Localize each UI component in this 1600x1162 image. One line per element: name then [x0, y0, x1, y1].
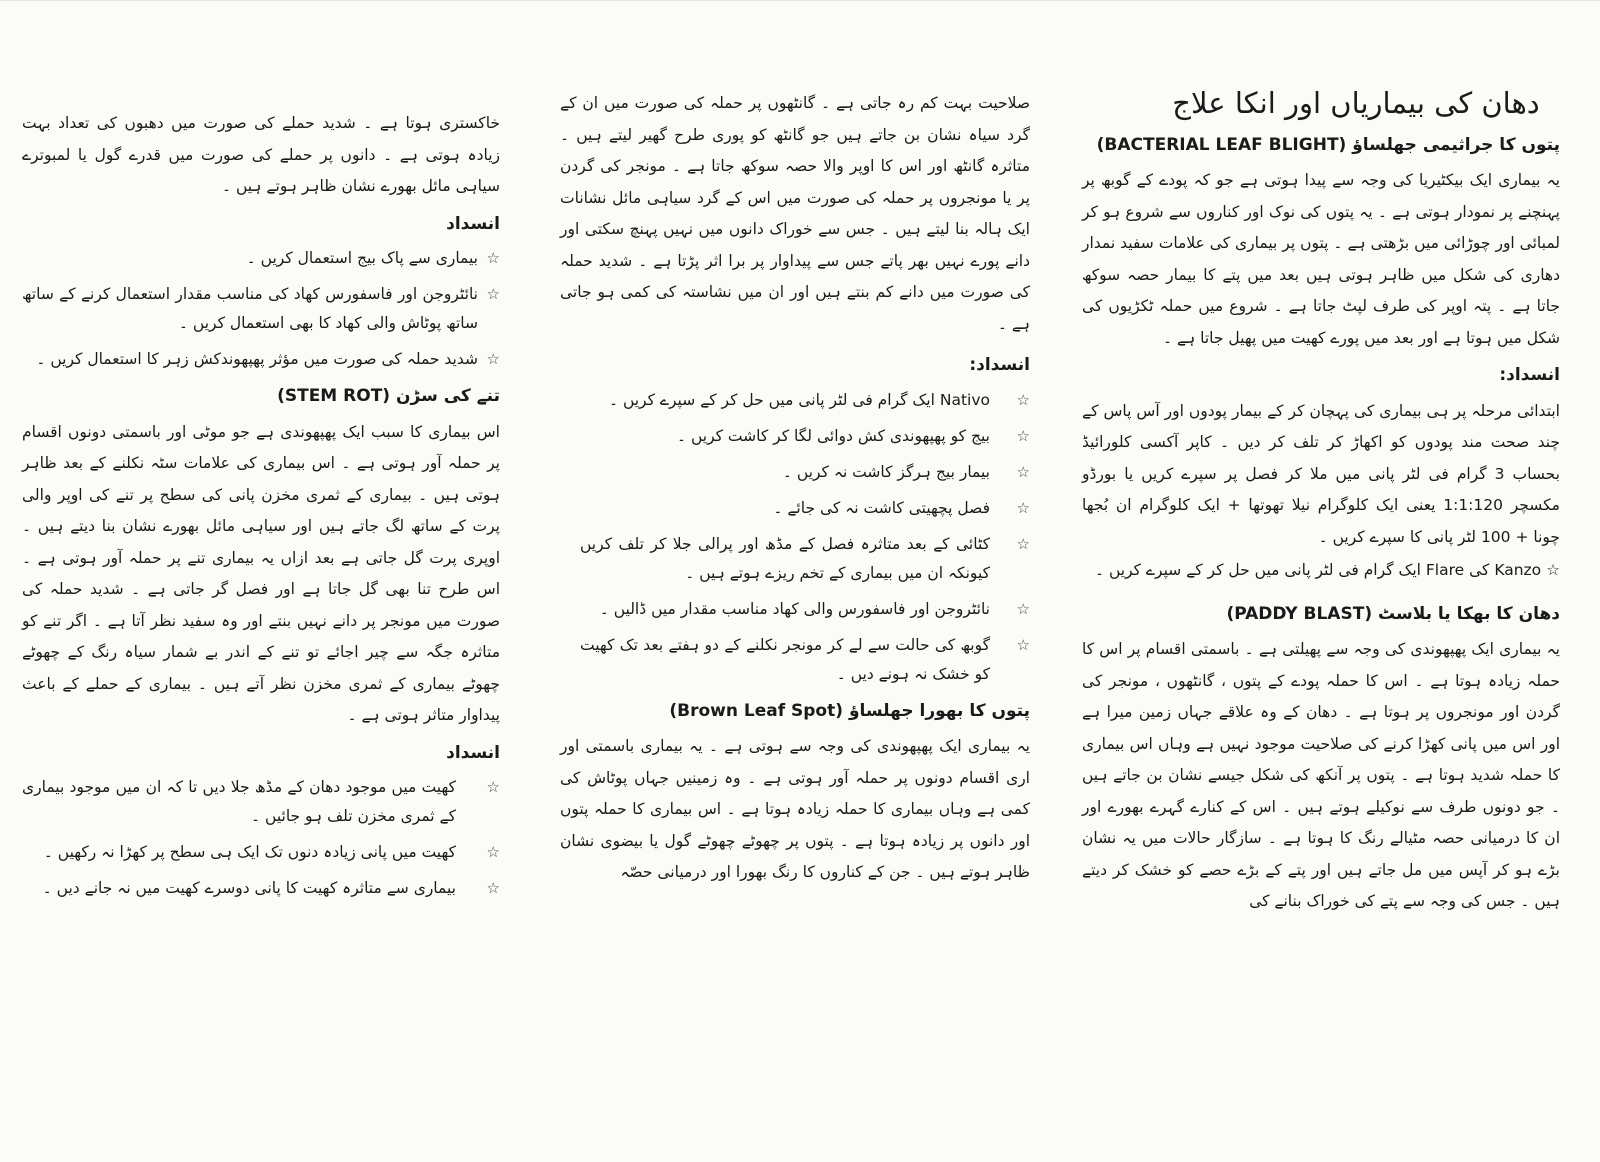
paragraph-kanzo-spray: ☆ Kanzo کی Flare ایک گرام فی لٹر پانی میں حل کر کے سپرے کریں ۔ [1094, 561, 1560, 579]
star-icon: ☆ [1016, 599, 1030, 618]
list-item: ☆ کھیت میں موجود دھان کے مڈھ جلا دیں تا کہ ان میں موجود بیماری کے ثمری مخزن تلف ہو جائیں ۔ [22, 773, 500, 831]
heading-brown-leaf-spot: پتوں کا بھورا جھلساؤ (Brown Leaf Spot) [669, 700, 1030, 721]
paragraph-control-blight: ابتدائی مرحلہ پر ہی بیماری کی پہچان کر کے بیمار پودوں اور آس پاس کے چند صحت مند پودوں کو اکھاڑ کر تلف کر دیں ۔ کاپر آکسی کلورائیڈ بحساب 3 گرام فی لٹر پانی میں ملا کر فصل پر سپرے کریں یا بورڈو مکسچر 1:1:120 یعنی ایک کلوگرام نیلا تھوتھا + ایک کلوگرام ان بُجھا چونا + 100 لٹر پانی کا سپرے کریں ۔ [1082, 401, 1560, 546]
star-icon: ☆ [486, 778, 500, 796]
heading-paddy-blast: دھان کا بھکا یا بلاسٹ (PADDY BLAST) [1226, 603, 1560, 624]
control-list-stem-rot [22, 773, 500, 903]
star-icon: ☆ [486, 285, 500, 303]
page-top-edge [0, 0, 1600, 1]
star-icon: ☆ [1016, 534, 1030, 553]
list-item: ☆ بیماری سے متاثرہ کھیت کا پانی دوسرے کھیت میں نہ جانے دیں ۔ [22, 874, 500, 903]
list-item: ☆ شدید حملہ کی صورت میں مؤثر پھپھوندکش زہر کا استعمال کریں ۔ [22, 345, 500, 374]
list-item: ☆ فصل پچھیتی کاشت نہ کی جائے ۔ [580, 494, 1030, 523]
heading-control-blight: انسداد: [1499, 365, 1560, 385]
star-icon: ☆ [1016, 390, 1030, 409]
list-item: ☆ گوبھ کی حالت سے لے کر مونجر نکلنے کے دو ہفتے بعد تک کھیت کو خشک نہ ہونے دیں ۔ [580, 631, 1030, 689]
column-middle [560, 88, 1030, 891]
list-item: ☆ نائٹروجن اور فاسفورس کھاد کی مناسب مقدار استعمال کرنے کے ساتھ ساتھ پوٹاش والی کھاد کا بھی استعمال کریں ۔ [22, 280, 500, 338]
list-item: ☆ بیمار بیج ہرگز کاشت نہ کریں ۔ [580, 458, 1030, 487]
paragraph-brown-leaf-spot: یہ بیماری ایک پھپھوندی کی وجہ سے ہوتی ہے ۔ یہ بیماری باسمتی اور اری اقسام دونوں پر حملہ آور ہوتی ہے ۔ وہ زمینیں جہاں پوٹاش کی کمی ہے وہاں بیماری کا حملہ زیادہ ہوتا ہے ۔ اس بیماری کا حملہ پتوں اور دانوں پر زیادہ ہوتا ہے ۔ پتوں پر چھوٹے چھوٹے گول یا بیضوی نشان ظاہر ہوتے ہیں ۔ جن کے کناروں کا رنگ بھورا اور درمیانی حصّہ [560, 737, 1030, 881]
list-item: ☆ بیماری سے پاک بیج استعمال کریں ۔ [22, 244, 500, 273]
star-icon: ☆ [1016, 462, 1030, 481]
control-list-blast [560, 386, 1030, 689]
star-icon: ☆ [1016, 426, 1030, 445]
star-icon: ☆ [486, 249, 500, 267]
list-item: ☆ کھیت میں پانی زیادہ دنوں تک ایک ہی سطح پر کھڑا نہ رکھیں ۔ [22, 838, 500, 867]
heading-stem-rot: تنے کی سڑن (STEM ROT) [277, 386, 500, 406]
paragraph-paddy-blast: یہ بیماری ایک پھپھوندی کی وجہ سے پھیلتی ہے ۔ باسمتی اقسام پر اس کا حملہ زیادہ ہوتا ہے ۔ اس کا حملہ پودے کے پتوں ، گانٹھوں ، مونجر کی گردن اور مونجروں پر ہوتا ہے ۔ دھان کے وہ علاقے جہاں زمین میرا ہے اور اس میں پانی کھڑا کرنے کی صلاحیت موجود نہیں ہے وہاں اس بیماری کا حملہ شدید ہوتا ہے ۔ پتوں پر آنکھ کی شکل جیسے نشان بن جاتے ہیں ۔ جو دونوں طرف سے نوکیلے ہوتے ہیں ۔ اس کے کنارے گہرے بھورے اور ان کا درمیانی حصہ مٹیالے رنگ کا ہوتا ہے ۔ سازگار حالات میں یہ نشان بڑے ہو کر آپس میں مل جاتے ہیں اور پتے کے بڑے حصے کو خشک کر دیتے ہیں ۔ جس کی وجہ سے پتے کی خوراک بنانے کی [1082, 640, 1560, 910]
list-item: ☆ Nativo ایک گرام فی لٹر پانی میں حل کر کے سپرے کریں ۔ [580, 386, 1030, 415]
heading-control-brown-spot: انسداد [446, 213, 500, 234]
control-list-brown-spot [22, 244, 500, 374]
star-icon: ☆ [1016, 635, 1030, 654]
star-icon: ☆ [486, 350, 500, 368]
heading-control-stem-rot: انسداد [446, 742, 500, 763]
column-left [22, 108, 500, 910]
paragraph-brown-spot-continued: خاکستری ہوتا ہے ۔ شدید حملے کی صورت میں دھبوں کی تعداد بہت زیادہ ہوتی ہے ۔ دانوں پر حملے کی صورت میں قدرے گول یا لمبوترے سیاہی مائل بھورے نشان ظاہر ہوتے ہیں ۔ [22, 114, 500, 195]
star-icon: ☆ [486, 879, 500, 897]
list-item: ☆ بیج کو پھپھوندی کش دوائی لگا کر کاشت کریں ۔ [580, 422, 1030, 451]
paragraph-stem-rot: اس بیماری کا سبب ایک پھپھوندی ہے جو موٹی اور باسمتی دونوں اقسام پر حملہ آور ہوتی ہے ۔ اس بیماری کی علامات سٹہ نکلنے کے بعد ظاہر ہوتی ہیں ۔ بیماری کے ثمری مخزن پانی کی سطح پر تنے کی اوپر والی پرت کے ساتھ لگ جاتے ہیں اور سیاہی مائل بھورے نشان بنا دیتے ہیں ۔ اوپری پرت گل جاتی ہے بعد ازاں یہ بیماری تنے پر حملہ آور ہوتی ہے ۔ اس طرح تنا بھی گل جاتا ہے اور فصل گر جاتی ہے ۔ شدید حملہ کی صورت میں مونجر پر دانے نہیں بنتے اور وہ سفید نظر آتا ہے ۔ اگر تنے کو متاثرہ جگہ سے چیر اجائے تو تنے کے اندر بے شمار سیاہ رنگ کے چھوٹے چھوٹے بیماری کے ثمری مخزن نظر آتے ہیں ۔ بیماری کے حملے کے باعث پیداوار متاثر ہوتی ہے ۔ [22, 422, 500, 724]
heading-bacterial-leaf-blight: پتوں کا جراثیمی جھلساؤ (BACTERIAL LEAF BLIGHT) [1096, 134, 1560, 155]
page-title: دھان کی بیماریاں اور انکا علاج [1172, 86, 1540, 120]
paragraph-bacterial-leaf-blight: یہ بیماری ایک بیکٹیریا کی وجہ سے پیدا ہوتی ہے جو کہ پودے کے گوبھ پر پہنچنے پر نمودار ہوتی ہے ۔ یہ پتوں کی نوک اور کناروں سے شروع ہو کر لمبائی اور چوڑائی میں بڑھتی ہے ۔ پتوں پر بیماری کی علامات سفید نمدار دھاری کی شکل میں ظاہر ہوتی ہیں بعد میں پتے کا بیمار حصہ سوکھ جاتا ہے ۔ پتہ اوپر کی طرف لپٹ جاتا ہے ۔ شروع میں حملہ ٹکڑیوں کی شکل میں ہوتا ہے اور بعد میں پورے کھیت میں پھیل جاتا ہے ۔ [1082, 171, 1560, 347]
list-item: ☆ نائٹروجن اور فاسفورس والی کھاد مناسب مقدار میں ڈالیں ۔ [580, 595, 1030, 624]
column-right [1082, 80, 1560, 920]
paragraph-blast-continued: صلاحیت بہت کم رہ جاتی ہے ۔ گانٹھوں پر حملہ کی صورت میں ان کے گرد سیاہ نشان بن جاتے ہیں جو گانٹھ کو پوری طرح گھیر لیتے ہیں ۔ متاثرہ گانٹھ اور اس کا اوپر والا حصہ سوکھ جاتا ہے ۔ مونجر کی گردن پر یا مونجروں پر حملہ کی صورت میں اس کے گرد سیاہی مائل نشانات ایک ہالہ بنا لیتے ہیں ۔ جس سے خوراک دانوں میں نہیں پہنچ سکتی اور دانے پورے نہیں بھر پاتے جس سے پیداوار پر برا اثر پڑتا ہے ۔ شدید حملہ کی صورت میں دانے کم بنتے ہیں اور ان میں نشاستہ کی کمی ہو جاتی ہے ۔ [560, 94, 1030, 333]
star-icon: ☆ [486, 843, 500, 861]
list-item: ☆ کٹائی کے بعد متاثرہ فصل کے مڈھ اور پرالی جلا کر تلف کریں کیونکہ ان میں بیماری کے تخم ریزے ہوتے ہیں ۔ [580, 530, 1030, 588]
star-icon: ☆ [1016, 498, 1030, 517]
heading-control-blast: انسداد: [969, 355, 1030, 375]
